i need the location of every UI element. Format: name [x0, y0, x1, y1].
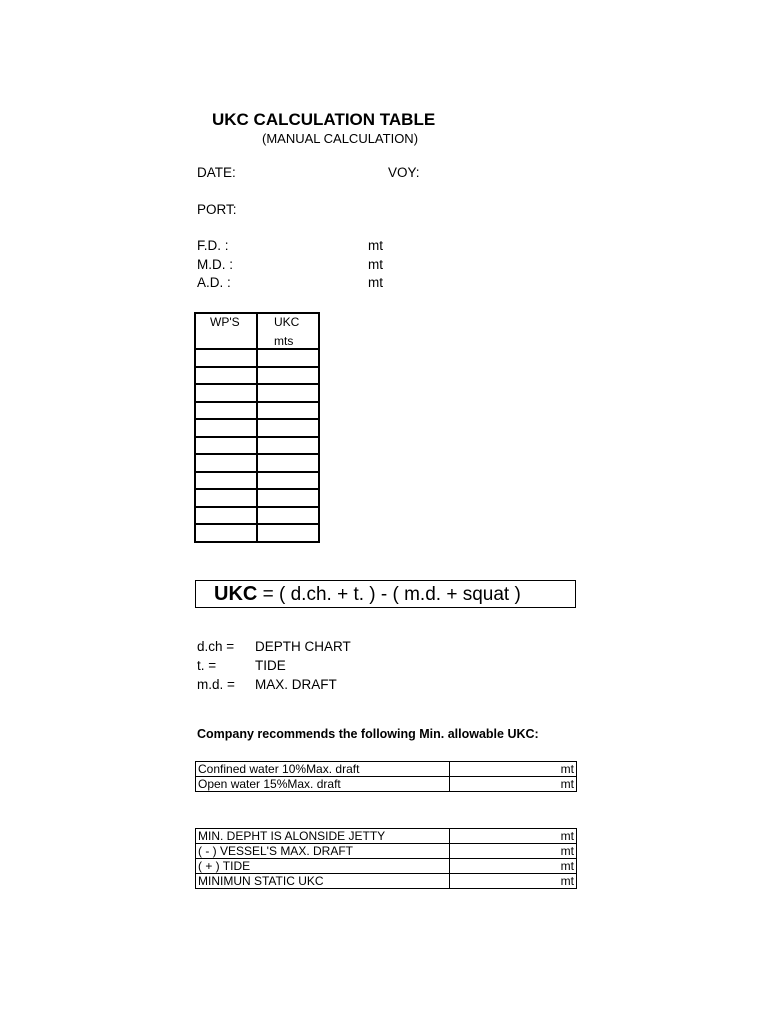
row-label: ( + ) TIDE: [196, 859, 450, 874]
table-row: [195, 367, 319, 385]
table-row: [195, 472, 319, 490]
wp-column-header: [195, 313, 257, 349]
legend-meaning: TIDE: [255, 658, 286, 673]
ukc-cell[interactable]: [257, 367, 319, 385]
page-title: UKC CALCULATION TABLE: [212, 110, 436, 129]
wp-cell[interactable]: [195, 402, 257, 420]
table-row: [196, 874, 577, 889]
wp-cell[interactable]: [195, 507, 257, 525]
row-label: MINIMUN STATIC UKC: [196, 874, 450, 889]
wp-cell[interactable]: [195, 489, 257, 507]
legend-meaning: MAX. DRAFT: [255, 677, 337, 692]
table-row: [196, 829, 577, 844]
recommendation-text: Company recommends the following Min. allowable UKC:: [197, 727, 539, 741]
row-unit[interactable]: mt: [450, 762, 577, 777]
table-row: [196, 762, 577, 777]
ukc-unit-text: mts: [274, 334, 294, 348]
row-unit[interactable]: mt: [450, 844, 577, 859]
ukc-formula-box: [195, 580, 576, 608]
table-row: [195, 384, 319, 402]
table-row: [195, 437, 319, 455]
wp-cell[interactable]: [195, 472, 257, 490]
wp-cell[interactable]: [195, 384, 257, 402]
port-label: PORT:: [197, 202, 237, 217]
ad-label: A.D. :: [197, 275, 231, 290]
legend-abbr: d.ch =: [197, 639, 235, 654]
table-row: [195, 489, 319, 507]
table-row: [195, 402, 319, 420]
table-row: [195, 349, 319, 367]
table-row: [196, 844, 577, 859]
voy-label: VOY:: [388, 165, 420, 180]
ukc-cell[interactable]: [257, 472, 319, 490]
legend-meaning: DEPTH CHART: [255, 639, 351, 654]
ukc-column-header: [257, 313, 319, 349]
formula-lead: UKC: [214, 583, 258, 605]
ukc-cell[interactable]: [257, 419, 319, 437]
ukc-cell[interactable]: [257, 454, 319, 472]
table-row: [195, 419, 319, 437]
date-label: DATE:: [197, 165, 236, 180]
md-unit: mt: [368, 257, 383, 272]
table-row: [196, 859, 577, 874]
ukc-header-text: UKC: [274, 315, 300, 329]
wp-cell[interactable]: [195, 419, 257, 437]
wp-cell[interactable]: [195, 454, 257, 472]
ad-unit: mt: [368, 275, 383, 290]
row-label: ( - ) VESSEL'S MAX. DRAFT: [196, 844, 450, 859]
wp-header-text: WP'S: [210, 315, 240, 329]
legend-abbr: t. =: [197, 658, 217, 673]
ukc-cell[interactable]: [257, 489, 319, 507]
fd-unit: mt: [368, 238, 383, 253]
md-label: M.D. :: [197, 257, 233, 272]
table-row: [195, 454, 319, 472]
table-row: [196, 777, 577, 792]
row-unit[interactable]: mt: [450, 829, 577, 844]
row-unit[interactable]: mt: [450, 777, 577, 792]
static-ukc-table: [195, 828, 577, 889]
ukc-cell[interactable]: [257, 402, 319, 420]
row-label: Open water 15%Max. draft: [196, 777, 450, 792]
row-label: MIN. DEPHT IS ALONSIDE JETTY: [196, 829, 450, 844]
ukc-cell[interactable]: [257, 384, 319, 402]
wp-cell[interactable]: [195, 524, 257, 542]
legend-abbr: m.d. =: [197, 677, 235, 692]
recommended-ukc-table: [195, 761, 577, 792]
row-unit[interactable]: mt: [450, 859, 577, 874]
row-unit[interactable]: mt: [450, 874, 577, 889]
table-row: [195, 524, 319, 542]
formula-expression: = ( d.ch. + t. ) - ( m.d. + squat ): [257, 584, 521, 605]
row-label: Confined water 10%Max. draft: [196, 762, 450, 777]
ukc-cell[interactable]: [257, 349, 319, 367]
fd-label: F.D. :: [197, 238, 229, 253]
ukc-cell[interactable]: [257, 524, 319, 542]
wp-cell[interactable]: [195, 437, 257, 455]
ukc-cell[interactable]: [257, 437, 319, 455]
table-header-row: [195, 313, 319, 349]
ukc-cell[interactable]: [257, 507, 319, 525]
wp-cell[interactable]: [195, 367, 257, 385]
page-subtitle: (MANUAL CALCULATION): [262, 131, 419, 146]
wp-cell[interactable]: [195, 349, 257, 367]
waypoint-ukc-table: [194, 312, 320, 543]
table-row: [195, 507, 319, 525]
